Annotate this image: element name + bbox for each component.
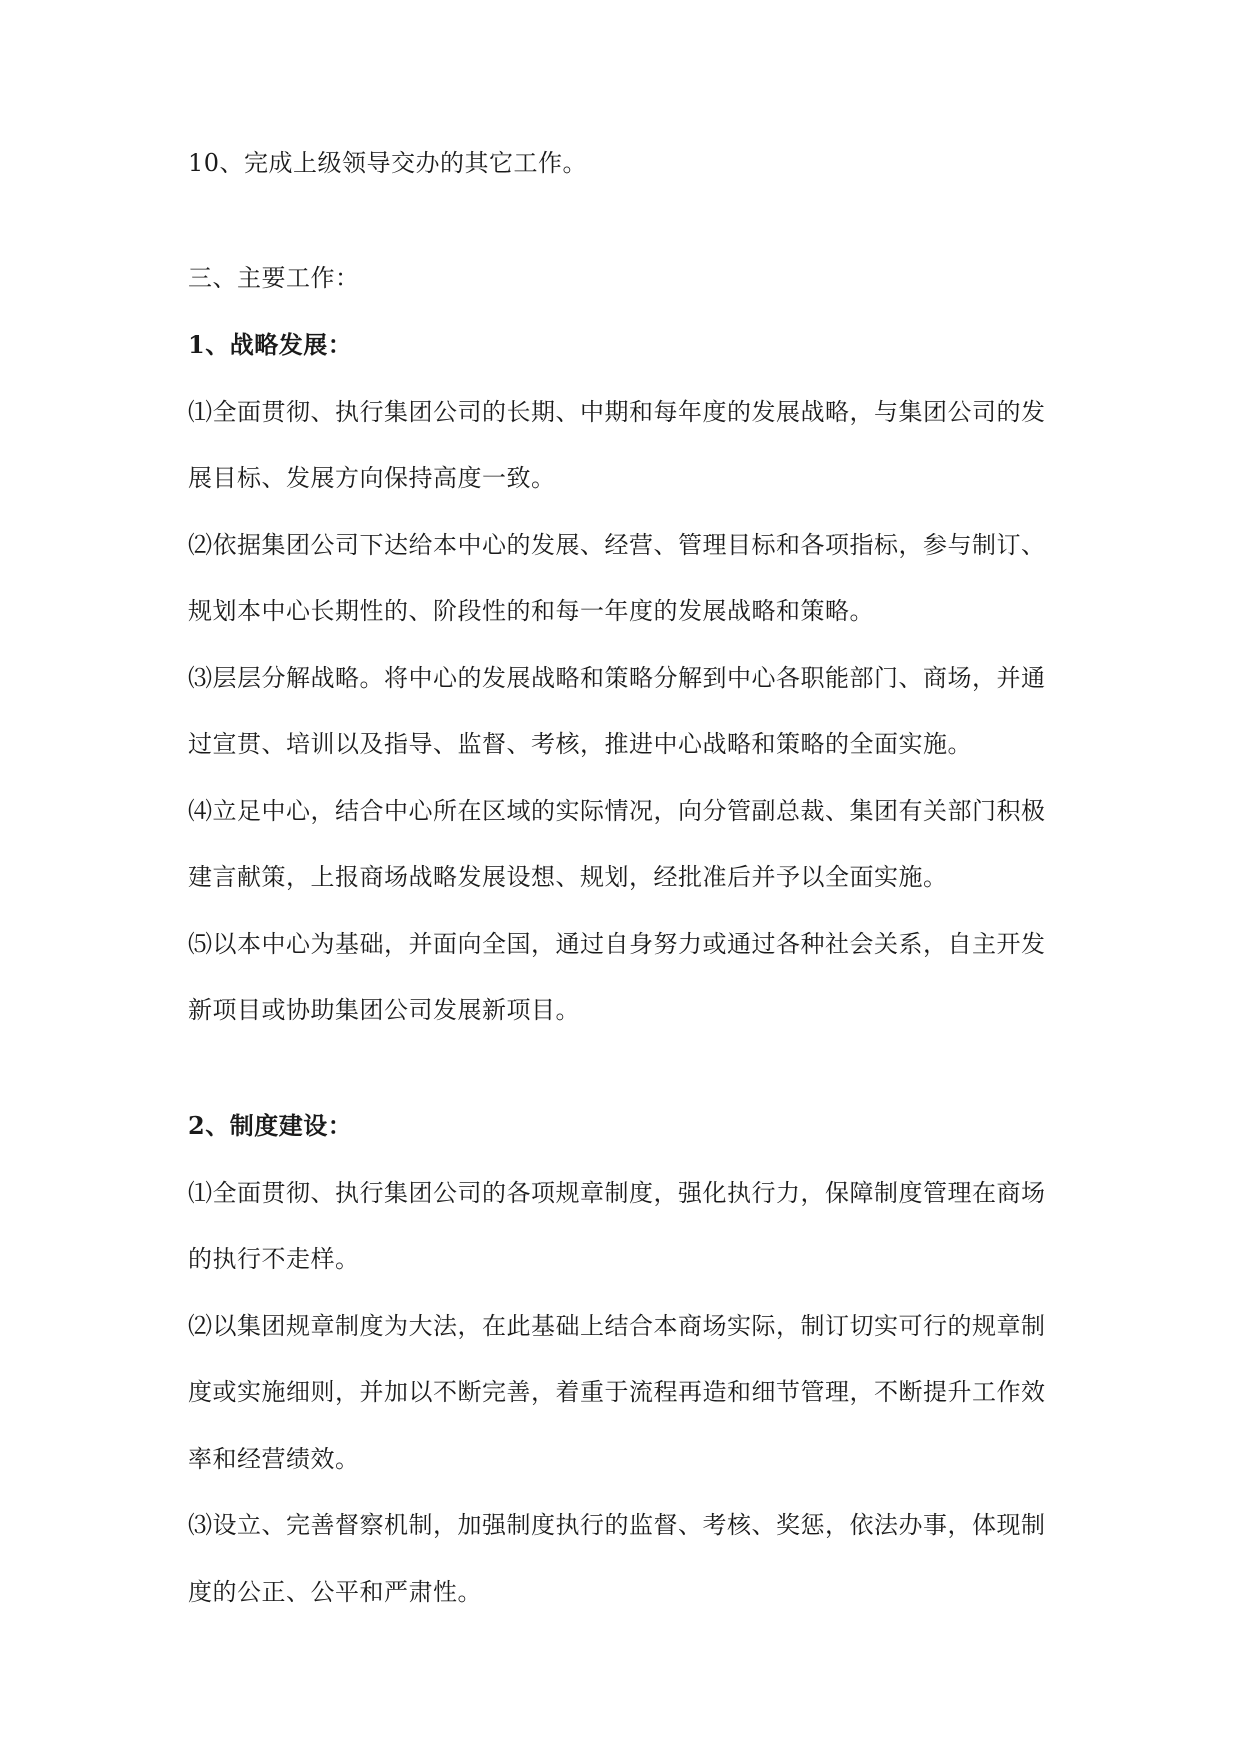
system-heading: 2、制度建设： — [188, 1111, 353, 1140]
strategy-line: 规划本中心长期性的、阶段性的和每一年度的发展战略和策略。 — [188, 597, 874, 625]
strategy-line: 展目标、发展方向保持高度一致。 — [188, 464, 556, 492]
system-line: 度或实施细则，并加以不断完善，着重于流程再造和细节管理，不断提升工作效 — [188, 1378, 1046, 1406]
strategy-line: 过宣贯、培训以及指导、监督、考核，推进中心战略和策略的全面实施。 — [188, 730, 972, 758]
system-line: ⑵以集团规章制度为大法，在此基础上结合本商场实际，制订切实可行的规章制 — [188, 1312, 1046, 1340]
strategy-line: ⑵依据集团公司下达给本中心的发展、经营、管理目标和各项指标，参与制订、 — [188, 531, 1046, 559]
system-line: ⑶设立、完善督察机制，加强制度执行的监督、考核、奖惩，依法办事，体现制 — [188, 1511, 1046, 1539]
system-line: 率和经营绩效。 — [188, 1445, 360, 1473]
system-line: 度的公正、公平和严肃性。 — [188, 1578, 482, 1606]
section-three-title: 三、主要工作： — [188, 264, 360, 292]
system-line: 的执行不走样。 — [188, 1245, 360, 1273]
system-line: ⑴全面贯彻、执行集团公司的各项规章制度，强化执行力，保障制度管理在商场 — [188, 1179, 1046, 1207]
strategy-line: ⑷立足中心，结合中心所在区域的实际情况，向分管副总裁、集团有关部门积极 — [188, 797, 1046, 825]
strategy-line: 新项目或协助集团公司发展新项目。 — [188, 996, 580, 1024]
item-10: 10、完成上级领导交办的其它工作。 — [188, 149, 588, 177]
strategy-line: ⑶层层分解战略。将中心的发展战略和策略分解到中心各职能部门、商场，并通 — [188, 664, 1046, 692]
strategy-heading: 1、战略发展： — [188, 330, 353, 359]
strategy-line: ⑴全面贯彻、执行集团公司的长期、中期和每年度的发展战略，与集团公司的发 — [188, 398, 1046, 426]
strategy-line: 建言献策，上报商场战略发展设想、规划，经批准后并予以全面实施。 — [188, 863, 948, 891]
strategy-line: ⑸以本中心为基础，并面向全国，通过自身努力或通过各种社会关系，自主开发 — [188, 930, 1046, 958]
